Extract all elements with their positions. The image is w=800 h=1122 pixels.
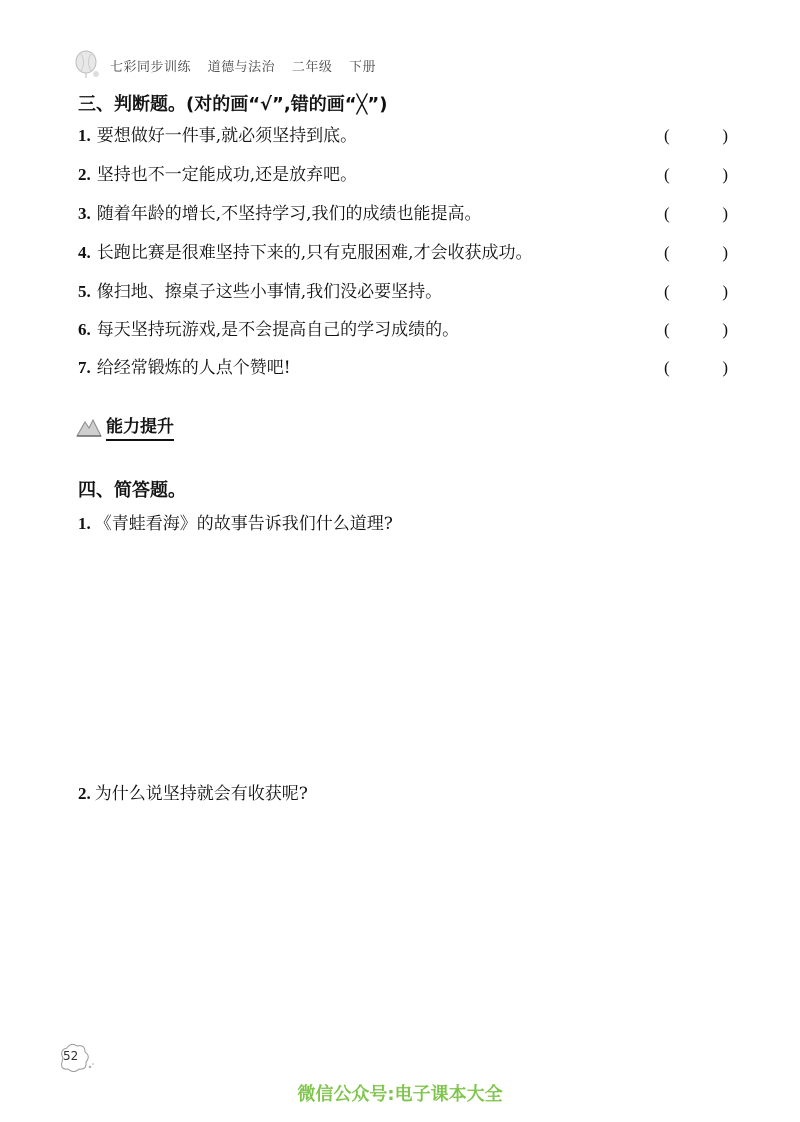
answer-blank[interactable]: ( )	[664, 243, 728, 262]
balloon-logo-icon	[72, 50, 102, 80]
answer-blank[interactable]: ( )	[664, 126, 728, 145]
question-text: 为什么说坚持就会有收获呢?	[94, 784, 308, 804]
judgment-item	[78, 163, 728, 187]
item-text: 像扫地、擦桌子这些小事情,我们没必要坚持。	[96, 282, 443, 302]
answer-area[interactable]	[78, 815, 728, 1015]
header-book: 七彩同步训练	[110, 59, 192, 75]
answer-blank[interactable]: ( )	[664, 165, 728, 184]
section3-title: 三、判断题。(对的画“√”,错的画“╳”)	[78, 94, 388, 115]
item-number: 3.	[78, 204, 91, 223]
item-text: 每天坚持玩游戏,是不会提高自己的学习成绩的。	[96, 320, 460, 340]
header-volume: 下册	[348, 59, 376, 75]
section4-title: 四、简答题。	[78, 480, 186, 501]
question-number: 2.	[78, 784, 91, 803]
short-answer-question	[78, 782, 308, 806]
item-text: 要想做好一件事,就必须坚持到底。	[96, 126, 358, 146]
item-number: 4.	[78, 243, 91, 262]
answer-area[interactable]	[78, 545, 728, 765]
header-grade: 二年级	[291, 59, 333, 75]
judgment-item	[78, 124, 728, 148]
answer-blank[interactable]: ( )	[664, 320, 728, 339]
header-subject: 道德与法治	[207, 59, 276, 75]
judgment-item	[78, 318, 728, 342]
item-text: 长跑比赛是很难坚持下来的,只有克服困难,才会收获成功。	[96, 243, 533, 263]
item-number: 7.	[78, 358, 91, 377]
subsection-title: 能力提升	[106, 412, 174, 441]
item-number: 1.	[78, 126, 91, 145]
item-number: 6.	[78, 320, 91, 339]
item-text: 随着年龄的增长,不坚持学习,我们的成绩也能提高。	[96, 204, 482, 224]
answer-blank[interactable]: ( )	[664, 282, 728, 301]
question-number: 1.	[78, 514, 91, 533]
short-answer-question	[78, 512, 393, 536]
item-text: 坚持也不一定能成功,还是放弃吧。	[96, 165, 358, 185]
page-number: 52	[63, 1049, 79, 1063]
judgment-item	[78, 241, 728, 265]
item-number: 5.	[78, 282, 91, 301]
judgment-item	[78, 356, 728, 380]
watermark: 微信公众号:电子课本大全	[297, 1084, 503, 1105]
item-number: 2.	[78, 165, 91, 184]
question-text: 《青蛙看海》的故事告诉我们什么道理?	[94, 514, 393, 534]
page-header	[72, 50, 388, 80]
item-text: 给经常锻炼的人点个赞吧!	[96, 358, 291, 378]
judgment-item	[78, 280, 728, 304]
answer-blank[interactable]: ( )	[664, 358, 728, 377]
subsection-heading	[76, 412, 174, 441]
answer-blank[interactable]: ( )	[664, 204, 728, 223]
mountain-icon	[76, 416, 102, 438]
judgment-item	[78, 202, 728, 226]
